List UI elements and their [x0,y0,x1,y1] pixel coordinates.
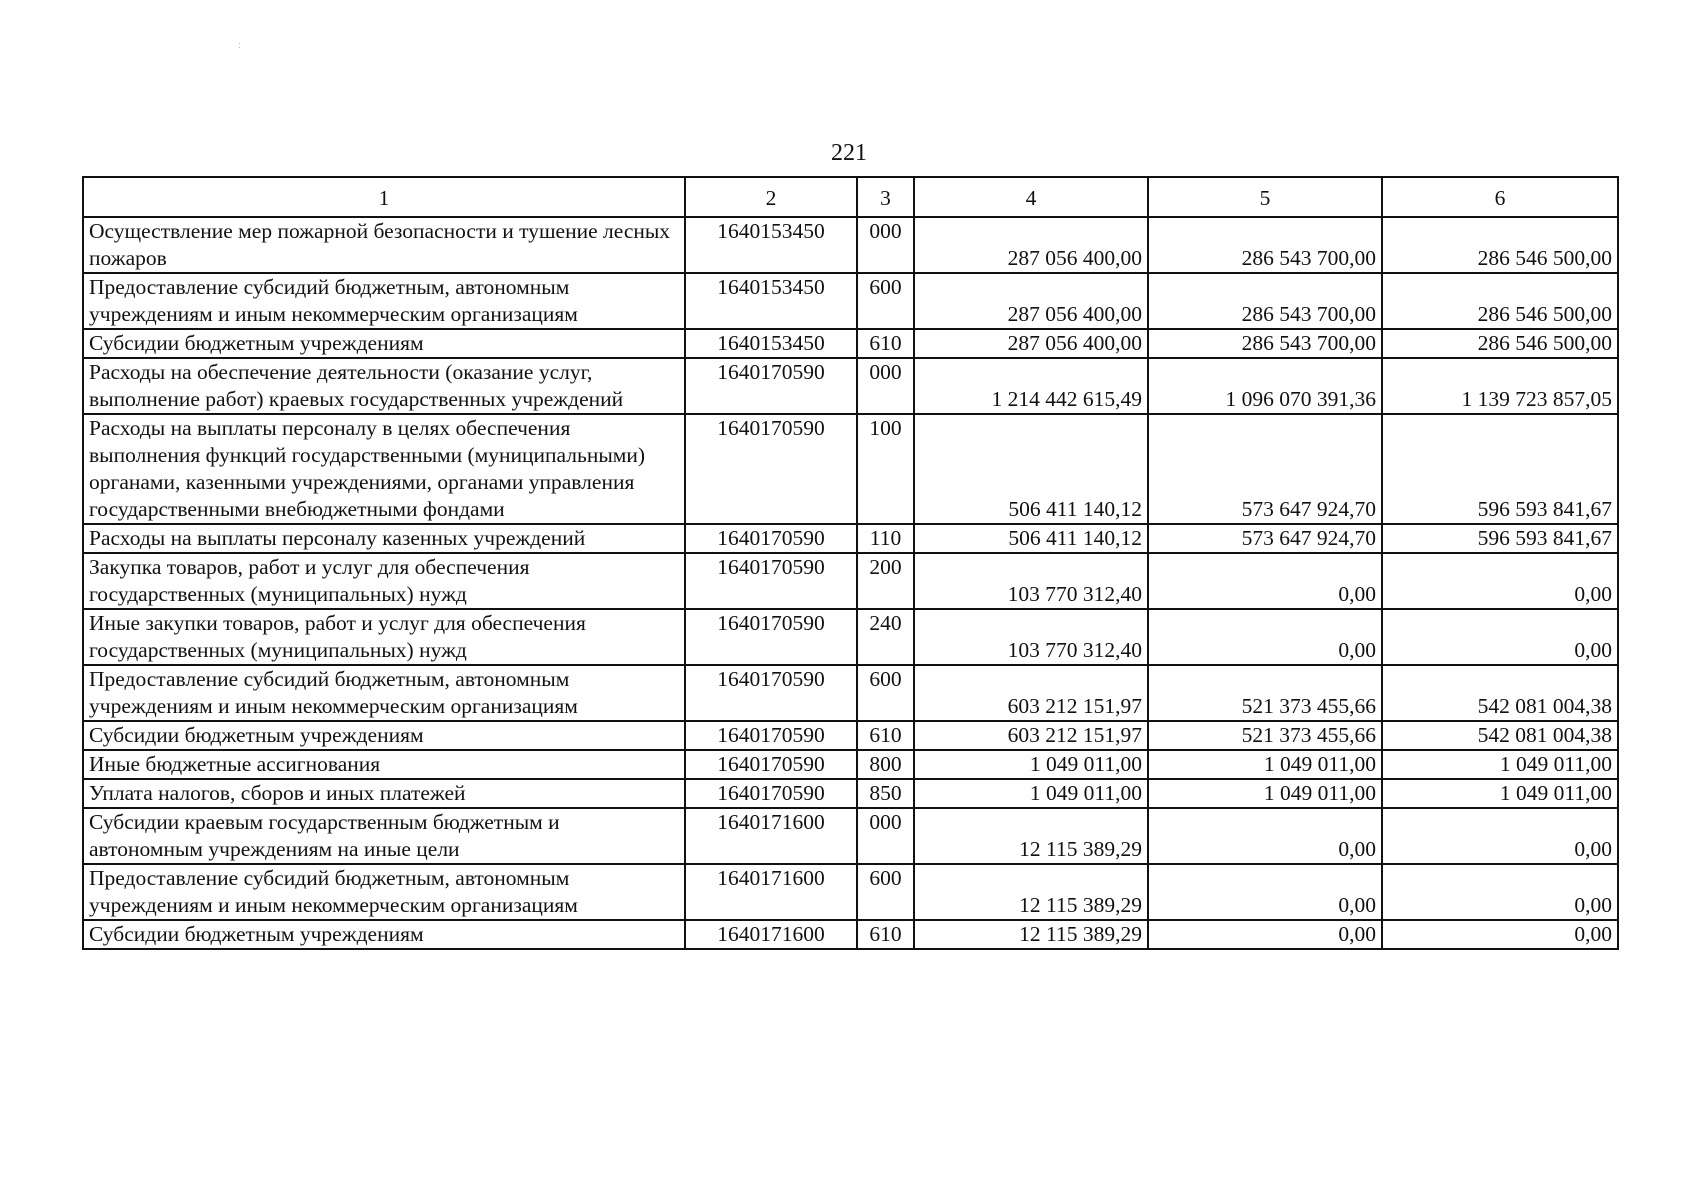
table-header [83,177,1618,217]
row-code-cell: 1640153450 [685,217,857,273]
row-value-col6-cell: 0,00 [1382,864,1618,920]
row-kind-cell: 600 [857,864,914,920]
row-value-col4-cell: 1 049 011,00 [914,750,1148,779]
row-code-cell: 1640170590 [685,414,857,524]
row-code-cell: 1640170590 [685,721,857,750]
column-header: 3 [857,177,914,217]
row-value-col5-cell: 286 543 700,00 [1148,217,1382,273]
row-code-cell: 1640171600 [685,864,857,920]
row-value-col6-cell: 286 546 500,00 [1382,329,1618,358]
table-row [83,750,1618,779]
row-value-col5-cell: 1 049 011,00 [1148,750,1382,779]
row-code-cell: 1640170590 [685,524,857,553]
row-name-cell: Осуществление мер пожарной безопасности и тушение лесных пожаров [83,217,685,273]
row-value-col5-cell: 0,00 [1148,553,1382,609]
row-value-col4-cell: 506 411 140,12 [914,524,1148,553]
row-code-cell: 1640153450 [685,273,857,329]
row-value-col5-cell: 0,00 [1148,920,1382,949]
table-row [83,217,1618,273]
row-code-cell: 1640170590 [685,553,857,609]
row-value-col6-cell: 596 593 841,67 [1382,414,1618,524]
row-value-col6-cell: 0,00 [1382,808,1618,864]
row-value-col5-cell: 1 096 070 391,36 [1148,358,1382,414]
table-body [83,217,1618,949]
row-code-cell: 1640170590 [685,609,857,665]
row-name-cell: Предоставление субсидий бюджетным, автономным учреждениям и иным некоммерческим организациям [83,864,685,920]
table-row [83,273,1618,329]
row-value-col4-cell: 287 056 400,00 [914,273,1148,329]
table-row [83,665,1618,721]
table-row [83,808,1618,864]
row-value-col5-cell: 0,00 [1148,609,1382,665]
row-kind-cell: 800 [857,750,914,779]
table-row [83,414,1618,524]
row-value-col6-cell: 0,00 [1382,920,1618,949]
row-kind-cell: 000 [857,358,914,414]
row-value-col6-cell: 542 081 004,38 [1382,665,1618,721]
column-header: 2 [685,177,857,217]
header-row [83,177,1618,217]
row-value-col5-cell: 0,00 [1148,864,1382,920]
row-name-cell: Иные бюджетные ассигнования [83,750,685,779]
row-kind-cell: 600 [857,665,914,721]
row-value-col5-cell: 573 647 924,70 [1148,414,1382,524]
table-row [83,721,1618,750]
row-value-col6-cell: 1 139 723 857,05 [1382,358,1618,414]
row-value-col5-cell: 286 543 700,00 [1148,329,1382,358]
row-kind-cell: 200 [857,553,914,609]
row-value-col4-cell: 103 770 312,40 [914,553,1148,609]
row-value-col4-cell: 12 115 389,29 [914,864,1148,920]
row-value-col5-cell: 286 543 700,00 [1148,273,1382,329]
column-header: 4 [914,177,1148,217]
row-value-col4-cell: 287 056 400,00 [914,217,1148,273]
row-kind-cell: 610 [857,329,914,358]
row-name-cell: Расходы на выплаты персоналу в целях обеспечения выполнения функций государственными (муниципальными) органами, казенными учреждениями, органами управления государственными внебюджетными фондами [83,414,685,524]
table-row [83,329,1618,358]
table-row [83,920,1618,949]
page-number: 221 [831,140,867,166]
row-kind-cell: 000 [857,808,914,864]
row-value-col6-cell: 1 049 011,00 [1382,750,1618,779]
row-code-cell: 1640171600 [685,808,857,864]
table-row [83,358,1618,414]
row-value-col6-cell: 542 081 004,38 [1382,721,1618,750]
row-name-cell: Расходы на обеспечение деятельности (оказание услуг, выполнение работ) краевых государственных учреждений [83,358,685,414]
row-kind-cell: 610 [857,721,914,750]
row-code-cell: 1640170590 [685,750,857,779]
row-value-col4-cell: 1 049 011,00 [914,779,1148,808]
row-value-col5-cell: 521 373 455,66 [1148,665,1382,721]
table-row [83,609,1618,665]
row-kind-cell: 850 [857,779,914,808]
row-code-cell: 1640170590 [685,358,857,414]
row-value-col6-cell: 1 049 011,00 [1382,779,1618,808]
row-value-col4-cell: 103 770 312,40 [914,609,1148,665]
column-header: 6 [1382,177,1618,217]
row-name-cell: Субсидии бюджетным учреждениям [83,329,685,358]
row-kind-cell: 600 [857,273,914,329]
row-name-cell: Предоставление субсидий бюджетным, автономным учреждениям и иным некоммерческим организациям [83,273,685,329]
row-name-cell: Субсидии краевым государственным бюджетным и автономным учреждениям на иные цели [83,808,685,864]
row-code-cell: 1640171600 [685,920,857,949]
row-value-col4-cell: 287 056 400,00 [914,329,1148,358]
row-code-cell: 1640170590 [685,665,857,721]
row-value-col4-cell: 506 411 140,12 [914,414,1148,524]
table-row [83,553,1618,609]
row-name-cell: Предоставление субсидий бюджетным, автономным учреждениям и иным некоммерческим организациям [83,665,685,721]
budget-table [82,176,1619,950]
row-kind-cell: 610 [857,920,914,949]
row-value-col4-cell: 603 212 151,97 [914,665,1148,721]
row-value-col4-cell: 1 214 442 615,49 [914,358,1148,414]
row-kind-cell: 100 [857,414,914,524]
row-kind-cell: 110 [857,524,914,553]
row-value-col5-cell: 1 049 011,00 [1148,779,1382,808]
row-value-col4-cell: 12 115 389,29 [914,808,1148,864]
row-name-cell: Закупка товаров, работ и услуг для обеспечения государственных (муниципальных) нужд [83,553,685,609]
column-header: 5 [1148,177,1382,217]
row-value-col4-cell: 603 212 151,97 [914,721,1148,750]
row-value-col6-cell: 0,00 [1382,553,1618,609]
row-value-col6-cell: 286 546 500,00 [1382,273,1618,329]
table-row [83,524,1618,553]
row-code-cell: 1640153450 [685,329,857,358]
table-row [83,779,1618,808]
row-value-col6-cell: 0,00 [1382,609,1618,665]
column-header: 1 [83,177,685,217]
row-name-cell: Иные закупки товаров, работ и услуг для обеспечения государственных (муниципальных) нужд [83,609,685,665]
row-name-cell: Субсидии бюджетным учреждениям [83,721,685,750]
row-value-col4-cell: 12 115 389,29 [914,920,1148,949]
row-name-cell: Расходы на выплаты персоналу казенных учреждений [83,524,685,553]
row-value-col5-cell: 0,00 [1148,808,1382,864]
row-code-cell: 1640170590 [685,779,857,808]
row-value-col5-cell: 573 647 924,70 [1148,524,1382,553]
table-row [83,864,1618,920]
row-value-col6-cell: 286 546 500,00 [1382,217,1618,273]
row-name-cell: Уплата налогов, сборов и иных платежей [83,779,685,808]
row-kind-cell: 240 [857,609,914,665]
row-value-col5-cell: 521 373 455,66 [1148,721,1382,750]
row-name-cell: Субсидии бюджетным учреждениям [83,920,685,949]
row-kind-cell: 000 [857,217,914,273]
scan-speck: : [238,40,241,51]
row-value-col6-cell: 596 593 841,67 [1382,524,1618,553]
